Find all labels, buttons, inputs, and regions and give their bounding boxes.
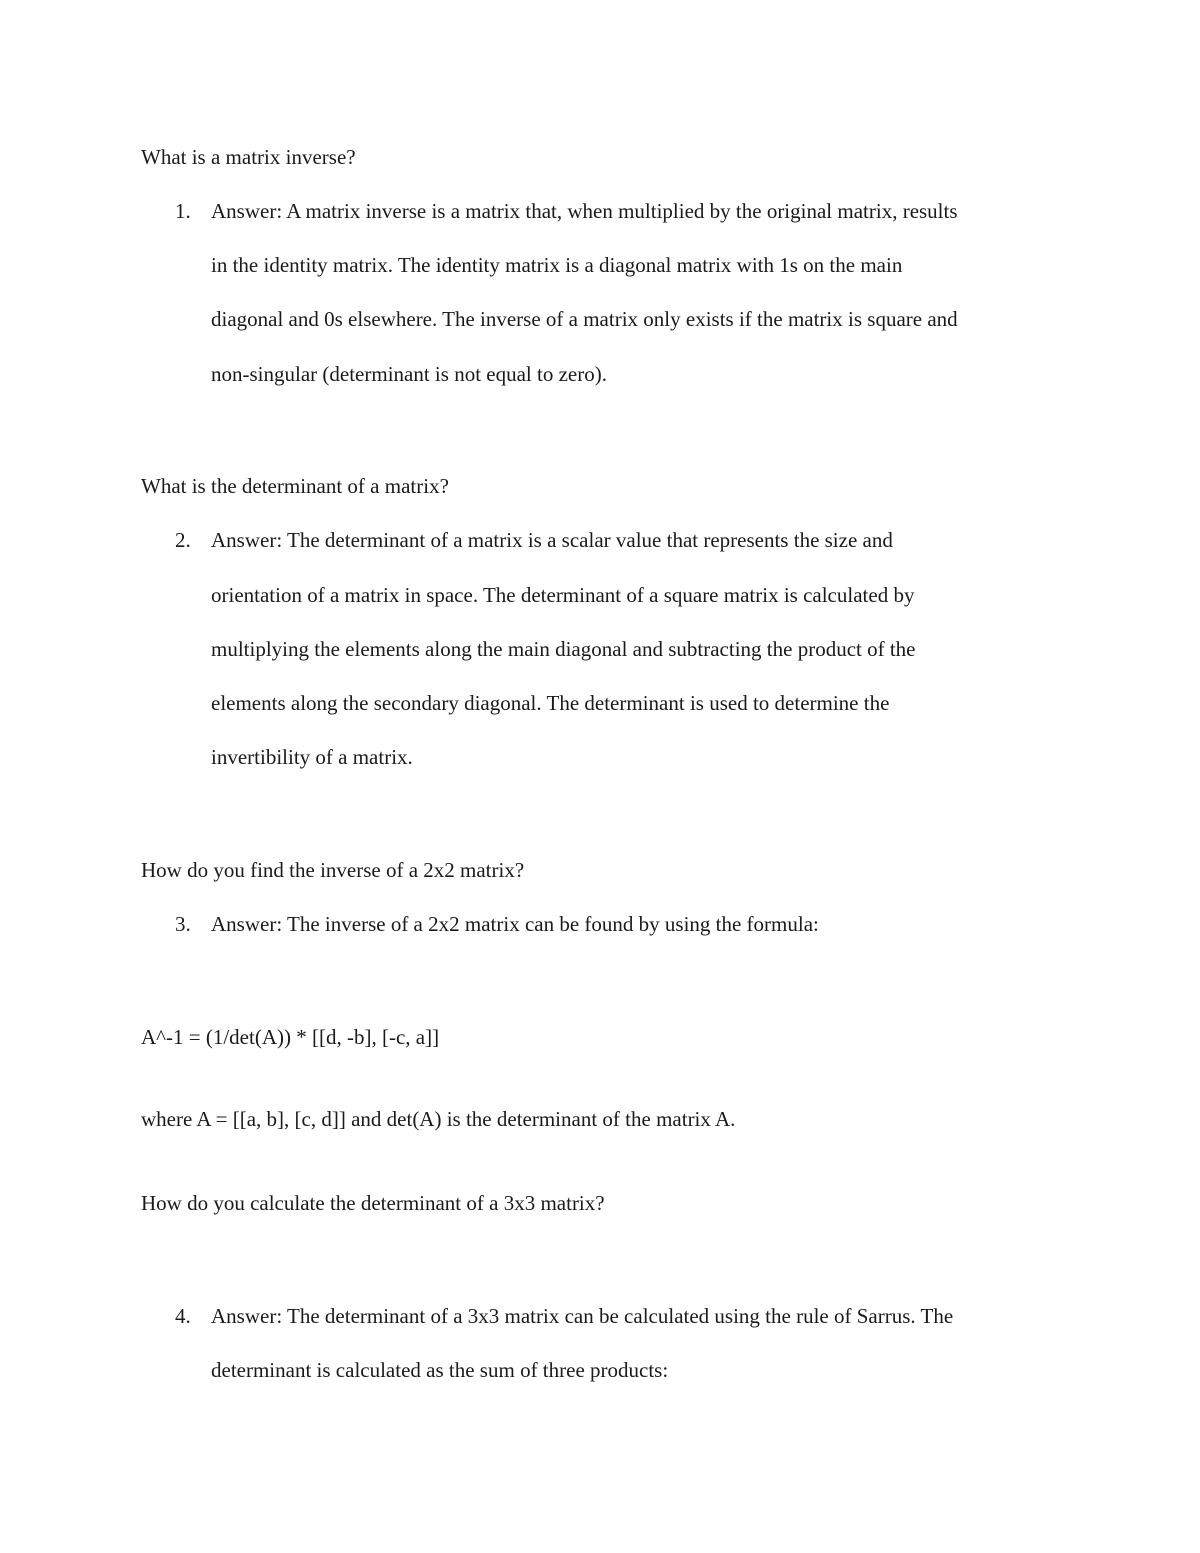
formula-definition: where A = [[a, b], [c, d]] and det(A) is the determinant of the matrix A. [141,1107,736,1131]
list-number: 2. [175,528,191,552]
answer-text-line: multiplying the elements along the main diagonal and subtracting the product of the [211,637,916,661]
answer-text-line: determinant is calculated as the sum of three products: [211,1358,669,1382]
list-number: 4. [175,1304,191,1328]
answer-text-line: Answer: The determinant of a matrix is a scalar value that represents the size and [211,528,893,552]
answer-text-line: diagonal and 0s elsewhere. The inverse of a matrix only exists if the matrix is square and [211,307,958,331]
question-heading: How do you calculate the determinant of a 3x3 matrix? [141,1191,605,1215]
answer-text-line: invertibility of a matrix. [211,745,413,769]
answer-text-line: orientation of a matrix in space. The determinant of a square matrix is calculated by [211,583,915,607]
answer-text-line: Answer: A matrix inverse is a matrix that, when multiplied by the original matrix, results [211,199,958,223]
answer-text-line: Answer: The inverse of a 2x2 matrix can be found by using the formula: [211,912,819,936]
answer-text-line: in the identity matrix. The identity matrix is a diagonal matrix with 1s on the main [211,253,903,277]
question-heading: How do you find the inverse of a 2x2 matrix? [141,858,525,882]
inverse-formula: A^-1 = (1/det(A)) * [[d, -b], [-c, a]] [141,1025,440,1049]
question-heading: What is the determinant of a matrix? [141,474,449,498]
question-heading: What is a matrix inverse? [141,145,356,169]
answer-text-line: Answer: The determinant of a 3x3 matrix can be calculated using the rule of Sarrus. The [211,1304,954,1328]
answer-text-line: elements along the secondary diagonal. The determinant is used to determine the [211,691,890,715]
answer-text-line: non-singular (determinant is not equal to zero). [211,362,607,386]
list-number: 3. [175,912,191,936]
list-number: 1. [175,199,191,223]
